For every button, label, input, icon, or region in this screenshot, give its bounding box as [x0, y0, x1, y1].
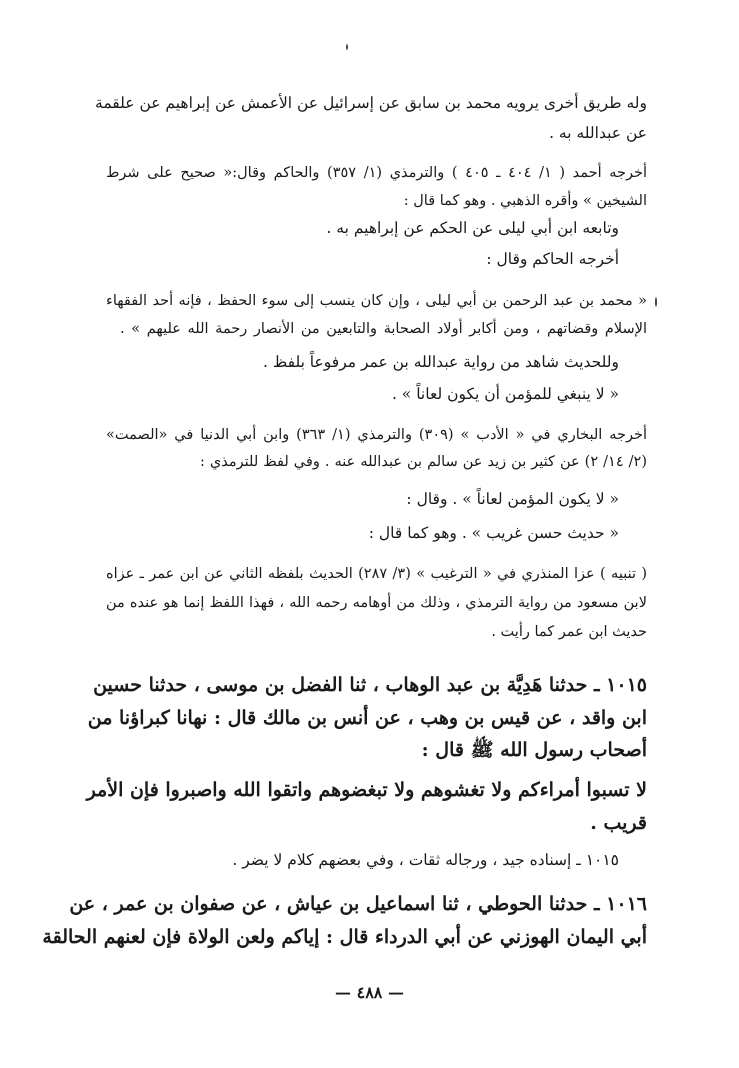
text-line: « حديث حسن غريب » . وهو كما قال : [368, 524, 619, 542]
text-line: أخرجه أحمد ( ١/ ٤٠٤ ـ ٤٠٥ ) والترمذي (١/ ٣٥٧) والحاكم وقال:« صحيح على شرط [106, 165, 648, 181]
text-line: أخرجه البخاري في « الأدب » (٣٠٩) والترمذي (١/ ٣٦٣) وابن أبي الدنيا في «الصمت» [106, 427, 647, 443]
hadith-heading-line: ابن واقد ، عن قيس بن وهب ، عن أنس بن مالك قال : نهانا كبراؤنا من [87, 707, 647, 729]
page-number: — ٤٨٨ — [335, 983, 404, 1002]
text-line: « لا ينبغي للمؤمن أن يكون لعاناً » . [391, 385, 619, 403]
text-line: (٢/ ١٤/ ٢) عن كثير بن زيد عن سالم بن عبدالله عنه . وفي لفظ للترمذي : [200, 454, 648, 470]
text-line: عن عبدالله به . [549, 124, 647, 142]
scan-speck [346, 44, 348, 50]
hadith-heading-line: ١٠١٥ ـ حدثنا هَدِيَّة بن عبد الوهاب ، ثنا الفضل بن موسى ، حدثنا حسين [93, 674, 647, 696]
text-line: أخرجه الحاكم وقال : [486, 250, 619, 268]
hadith-text-line: قريب . [590, 812, 647, 834]
hadith-heading-line: ١٠١٦ ـ حدثنا الحوطي ، ثنا اسماعيل بن عياش ، عن صفوان بن عمر ، عن [69, 893, 647, 915]
hadith-heading-line: أبي اليمان الهوزني عن أبي الدرداء قال : إياكم ولعن الولاة فإن لعنهم الحالقة [42, 926, 647, 948]
text-line: الإسلام وقضاتهم ، ومن أكابر أولاد الصحابة والتابعين من الأنصار رحمة الله عليهم » . [120, 321, 647, 337]
text-line: وللحديث شاهد من رواية عبدالله بن عمر مرفوعاً بلفظ . [263, 353, 619, 371]
hadith-heading-line: أصحاب رسول الله ﷺ قال : [421, 739, 647, 761]
text-line: « لا يكون المؤمن لعاناً » . وقال : [406, 490, 619, 508]
footnote-line: ١٠١٥ ـ إسناده جيد ، ورجاله ثقات ، وفي بعضهم كلام لا يضر . [232, 851, 619, 869]
text-line: ( تنبيه ) عزا المنذري في « الترغيب » (٣/ ٢٨٧) الحديث بلفظه الثاني عن ابن عمر ـ عزاه [106, 566, 647, 582]
text-line: لابن مسعود من رواية الترمذي ، وذلك من أوهامه رحمه الله ، فهذا اللفظ إنما هو عنده من [106, 595, 647, 611]
text-line: وتابعه ابن أبي ليلى عن الحكم عن إبراهيم به . [326, 219, 619, 237]
text-line: حديث ابن عمر كما رأيت . [491, 624, 647, 640]
text-line: الشيخين » وأقره الذهبي . وهو كما قال : [403, 193, 647, 209]
hadith-text-line: لا تسبوا أمراءكم ولا تغشوهم ولا تبغضوهم واتقوا الله واصبروا فإن الأمر [86, 779, 647, 801]
text-line: وله طريق أخرى يرويه محمد بن سابق عن إسرائيل عن الأعمش عن إبراهيم عن علقمة [95, 94, 647, 112]
text-line: « محمد بن عبد الرحمن بن أبي ليلى ، وإن كان ينسب إلى سوء الحفظ ، فإنه أحد الفقهاء [106, 293, 647, 309]
scan-speck [655, 297, 657, 307]
